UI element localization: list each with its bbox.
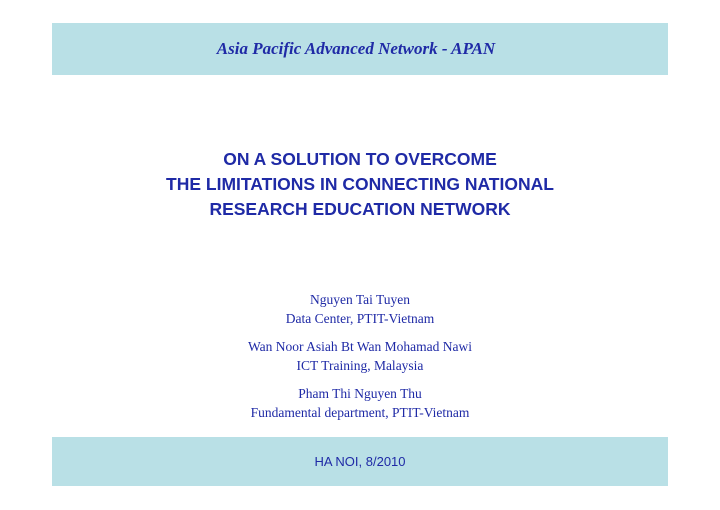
- footer-banner: [52, 437, 668, 486]
- header-banner: [52, 23, 668, 75]
- author-affiliation: ICT Training, Malaysia: [296, 358, 424, 373]
- slide-title-line: ON A SOLUTION TO OVERCOME: [223, 149, 497, 169]
- author-affiliation: Data Center, PTIT-Vietnam: [285, 311, 435, 326]
- slide-title-line: RESEARCH EDUCATION NETWORK: [209, 199, 511, 219]
- header-title: Asia Pacific Advanced Network - APAN: [216, 39, 496, 58]
- author-entry: [160, 337, 560, 375]
- author-name: Wan Noor Asiah Bt Wan Mohamad Nawi: [247, 339, 473, 354]
- slide-title-line: THE LIMITATIONS IN CONNECTING NATIONAL: [166, 174, 554, 194]
- author-name: Pham Thi Nguyen Thu: [298, 386, 422, 401]
- author-affiliation: Fundamental department, PTIT-Vietnam: [250, 405, 470, 420]
- author-entry: [160, 384, 560, 422]
- author-list: [160, 290, 560, 431]
- footer-location-date: HA NOI, 8/2010: [314, 454, 406, 469]
- author-entry: [160, 290, 560, 328]
- slide-title: [60, 147, 660, 222]
- author-name: Nguyen Tai Tuyen: [309, 292, 411, 307]
